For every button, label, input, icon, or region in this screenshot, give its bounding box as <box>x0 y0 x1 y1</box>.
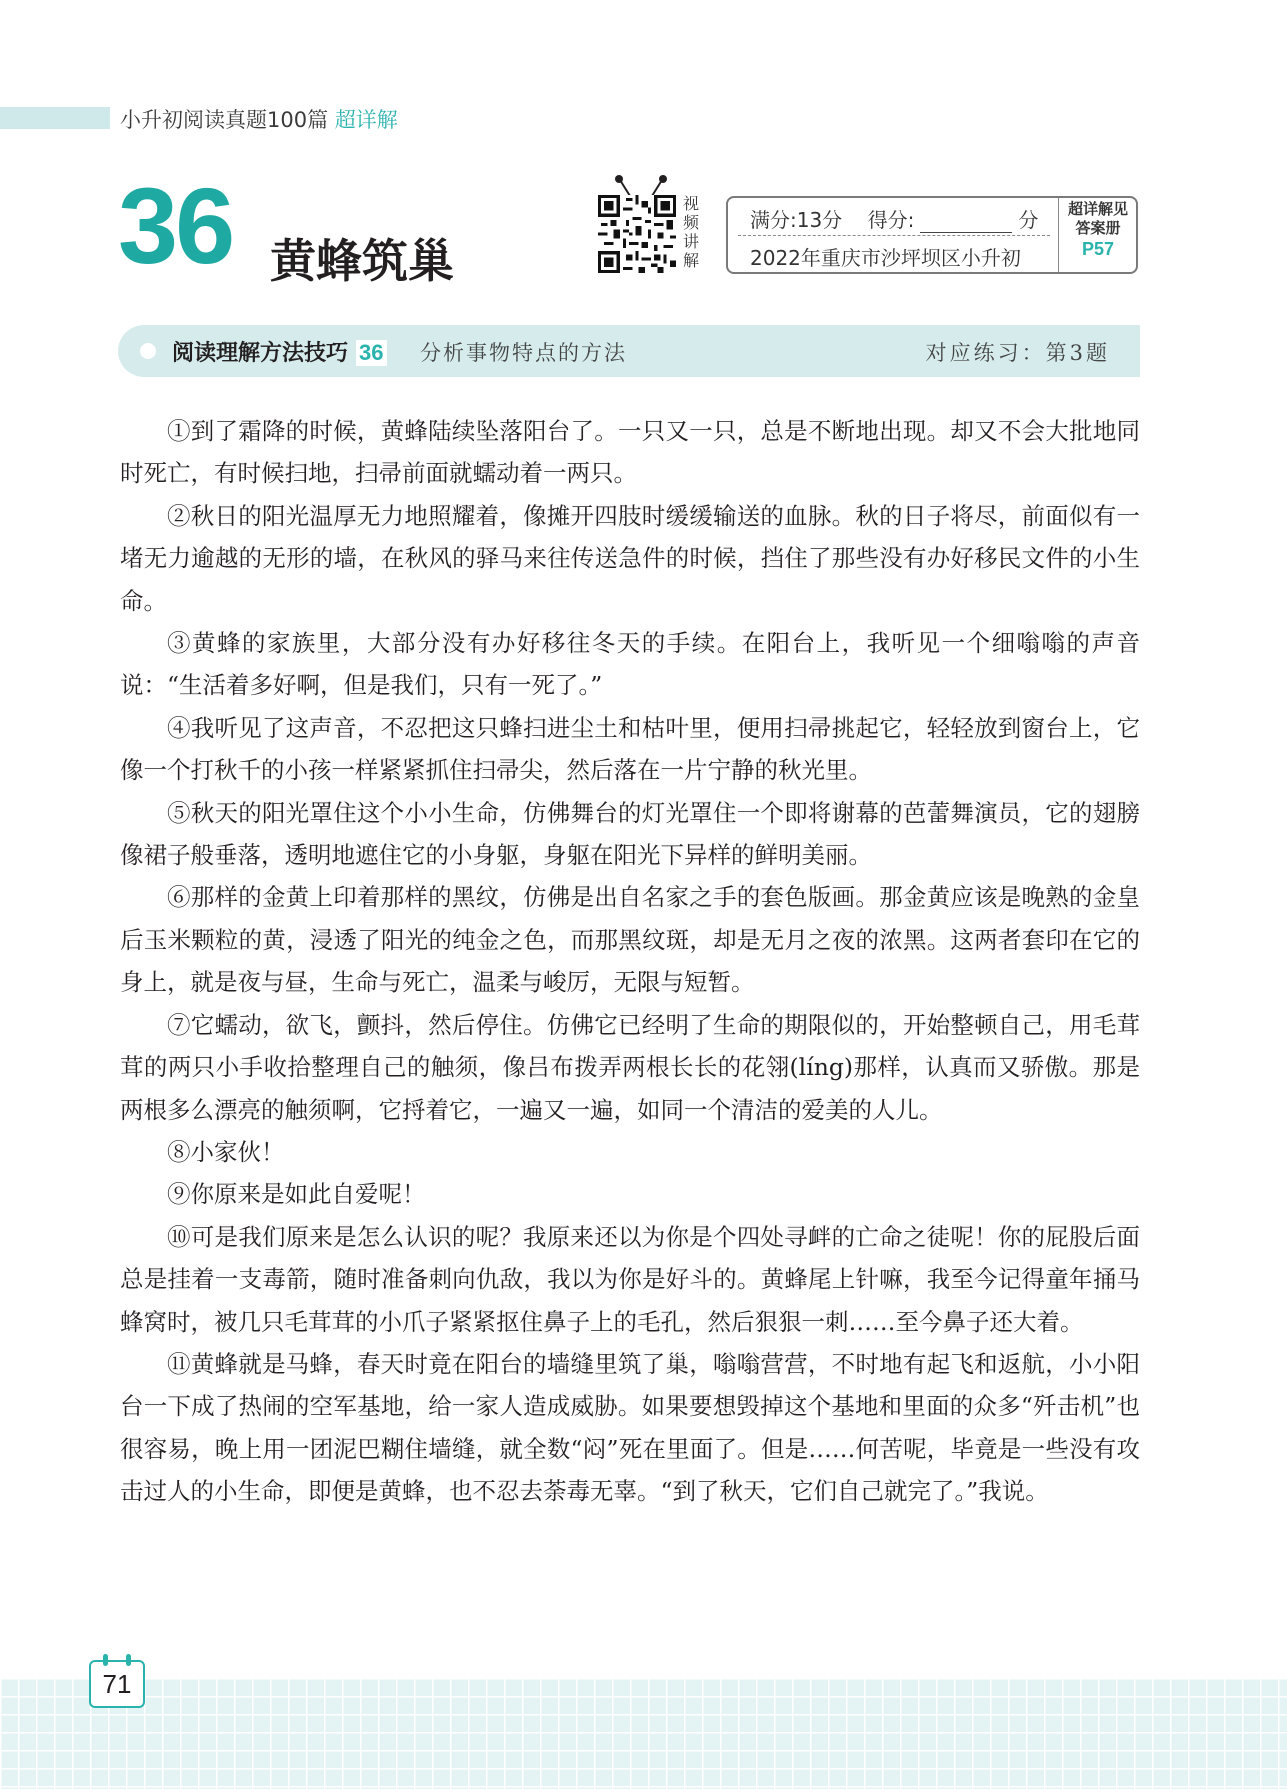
exam-source: 2022年重庆市沙坪坝区小升初 <box>750 246 1021 270</box>
header-band <box>0 107 110 129</box>
paragraph: ⑪黄蜂就是马蜂，春天时竟在阳台的墙缝里筑了巢，嗡嗡营营，不时地有起飞和返航，小小阳台一下成了热闹的空军基地，给一家人造成威胁。如果要想毁掉这个基地和里面的众多“歼击机”也很容易，晚上用一团泥巴糊住墙缝，就全数“闷”死在里面了。但是……何苦呢，毕竟是一些没有攻击过人的小生命，即便是黄蜂，也不忍去荼毒无辜。“到了秋天，它们自己就完了。”我说。 <box>120 1349 1140 1506</box>
score-blank[interactable] <box>920 214 1012 233</box>
footer-grid <box>0 1678 1287 1789</box>
lesson-number: 36 <box>118 165 233 286</box>
video-label-char: 视 <box>682 194 699 213</box>
paragraph: ⑩可是我们原来是怎么认识的呢？我原来还以为你是个四处寻衅的亡命之徒呢！你的屁股后面总是挂着一支毒箭，随时准备刺向仇敌，我以为你是好斗的。黄蜂尾上针嘛，我至今记得童年捅马蜂窝时，被几只毛茸茸的小爪子紧紧抠住鼻子上的毛孔，然后狠狠一刺……至今鼻子还大着。 <box>120 1222 1140 1336</box>
video-label-char: 解 <box>682 251 699 270</box>
answer-ref-line2: 答案册 <box>1075 219 1121 237</box>
series-title <box>120 104 398 134</box>
paragraph: ⑨你原来是如此自爱呢！ <box>167 1180 426 1209</box>
method-number: 36 <box>356 340 386 366</box>
method-label <box>172 336 387 367</box>
video-label-char: 频 <box>682 213 699 232</box>
paragraph: ②秋日的阳光温厚无力地照耀着，像摊开四肢时缓缓输送的血脉。秋的日子将尽，前面似有一堵无力逾越的无形的墙，在秋风的驿马来往传送急件的时候，挡住了那些没有办好移民文件的小生命。 <box>120 501 1140 615</box>
score-unit: 分 <box>1018 208 1039 232</box>
video-label <box>680 194 702 270</box>
paragraph: ⑧小家伙！ <box>167 1137 285 1166</box>
method-practice: 对应练习：第3题 <box>925 341 1110 365</box>
method-name: 分析事物特点的方法 <box>420 341 627 365</box>
answer-ref-line1: 超详解见 <box>1067 200 1128 218</box>
lesson-title: 黄蜂筑巢 <box>270 234 454 288</box>
paragraph: ①到了霜降的时候，黄蜂陆续坠落阳台了。一只又一只，总是不断地出现。却又不会大批地同时死亡，有时候扫地，扫帚前面就蠕动着一两只。 <box>120 417 1140 488</box>
score-info <box>728 198 1058 272</box>
score-vertical-divider <box>1058 198 1059 272</box>
article-body <box>120 410 1140 1513</box>
series-name: 小升初阅读真题100篇 <box>120 108 329 132</box>
bullet-dot-icon <box>140 343 156 359</box>
score-divider <box>738 235 1050 236</box>
series-accent: 超详解 <box>334 108 398 132</box>
answer-reference <box>1060 200 1136 260</box>
answer-page: P57 <box>1081 239 1115 259</box>
full-score: 满分:13分 <box>750 208 843 232</box>
page-number <box>89 1660 145 1708</box>
method-label-text: 阅读理解方法技巧 <box>172 341 349 366</box>
calendar-ring-icon <box>103 1654 108 1666</box>
paragraph: ⑦它蠕动，欲飞，颤抖，然后停住。仿佛它已经明了生命的期限似的，开始整顿自己，用毛茸茸的两只小手收拾整理自己的触须，像吕布拨弄两根长长的花翎(líng)那样，认真而又骄傲。那是两根多么漂亮的触须啊，它捋着它，一遍又一遍，如同一个清洁的爱美的人儿。 <box>120 1010 1140 1124</box>
qr-code-icon[interactable] <box>598 195 676 273</box>
score-got-label: 得分: <box>867 208 915 232</box>
paragraph: ⑤秋天的阳光罩住这个小小生命，仿佛舞台的灯光罩住一个即将谢幕的芭蕾舞演员，它的翅膀像裙子般垂落，透明地遮住它的小身躯，身躯在阳光下异样的鲜明美丽。 <box>120 798 1140 870</box>
score-line <box>750 204 1038 233</box>
page-number-text: 71 <box>102 1669 132 1699</box>
paragraph: ③黄蜂的家族里，大部分没有办好移往冬天的手续。在阳台上，我听见一个细嗡嗡的声音说：“生活着多好啊，但是我们，只有一死了。” <box>120 629 1140 700</box>
score-box <box>726 196 1138 274</box>
video-label-char: 讲 <box>682 232 699 251</box>
calendar-ring-icon <box>126 1654 131 1666</box>
method-bar <box>118 325 1140 377</box>
paragraph: ④我听见了这声音，不忍把这只蜂扫进尘土和枯叶里，便用扫帚挑起它，轻轻放到窗台上，它像一个打秋千的小孩一样紧紧抓住扫帚尖，然后落在一片宁静的秋光里。 <box>120 713 1140 785</box>
paragraph: ⑥那样的金黄上印着那样的黑纹，仿佛是出自名家之手的套色版画。那金黄应该是晚熟的金皇后玉米颗粒的黄，浸透了阳光的纯金之色，而那黑纹斑，却是无月之夜的浓黑。这两者套印在它的身上，就是夜与昼，生命与死亡，温柔与峻厉，无限与短暂。 <box>120 883 1140 997</box>
